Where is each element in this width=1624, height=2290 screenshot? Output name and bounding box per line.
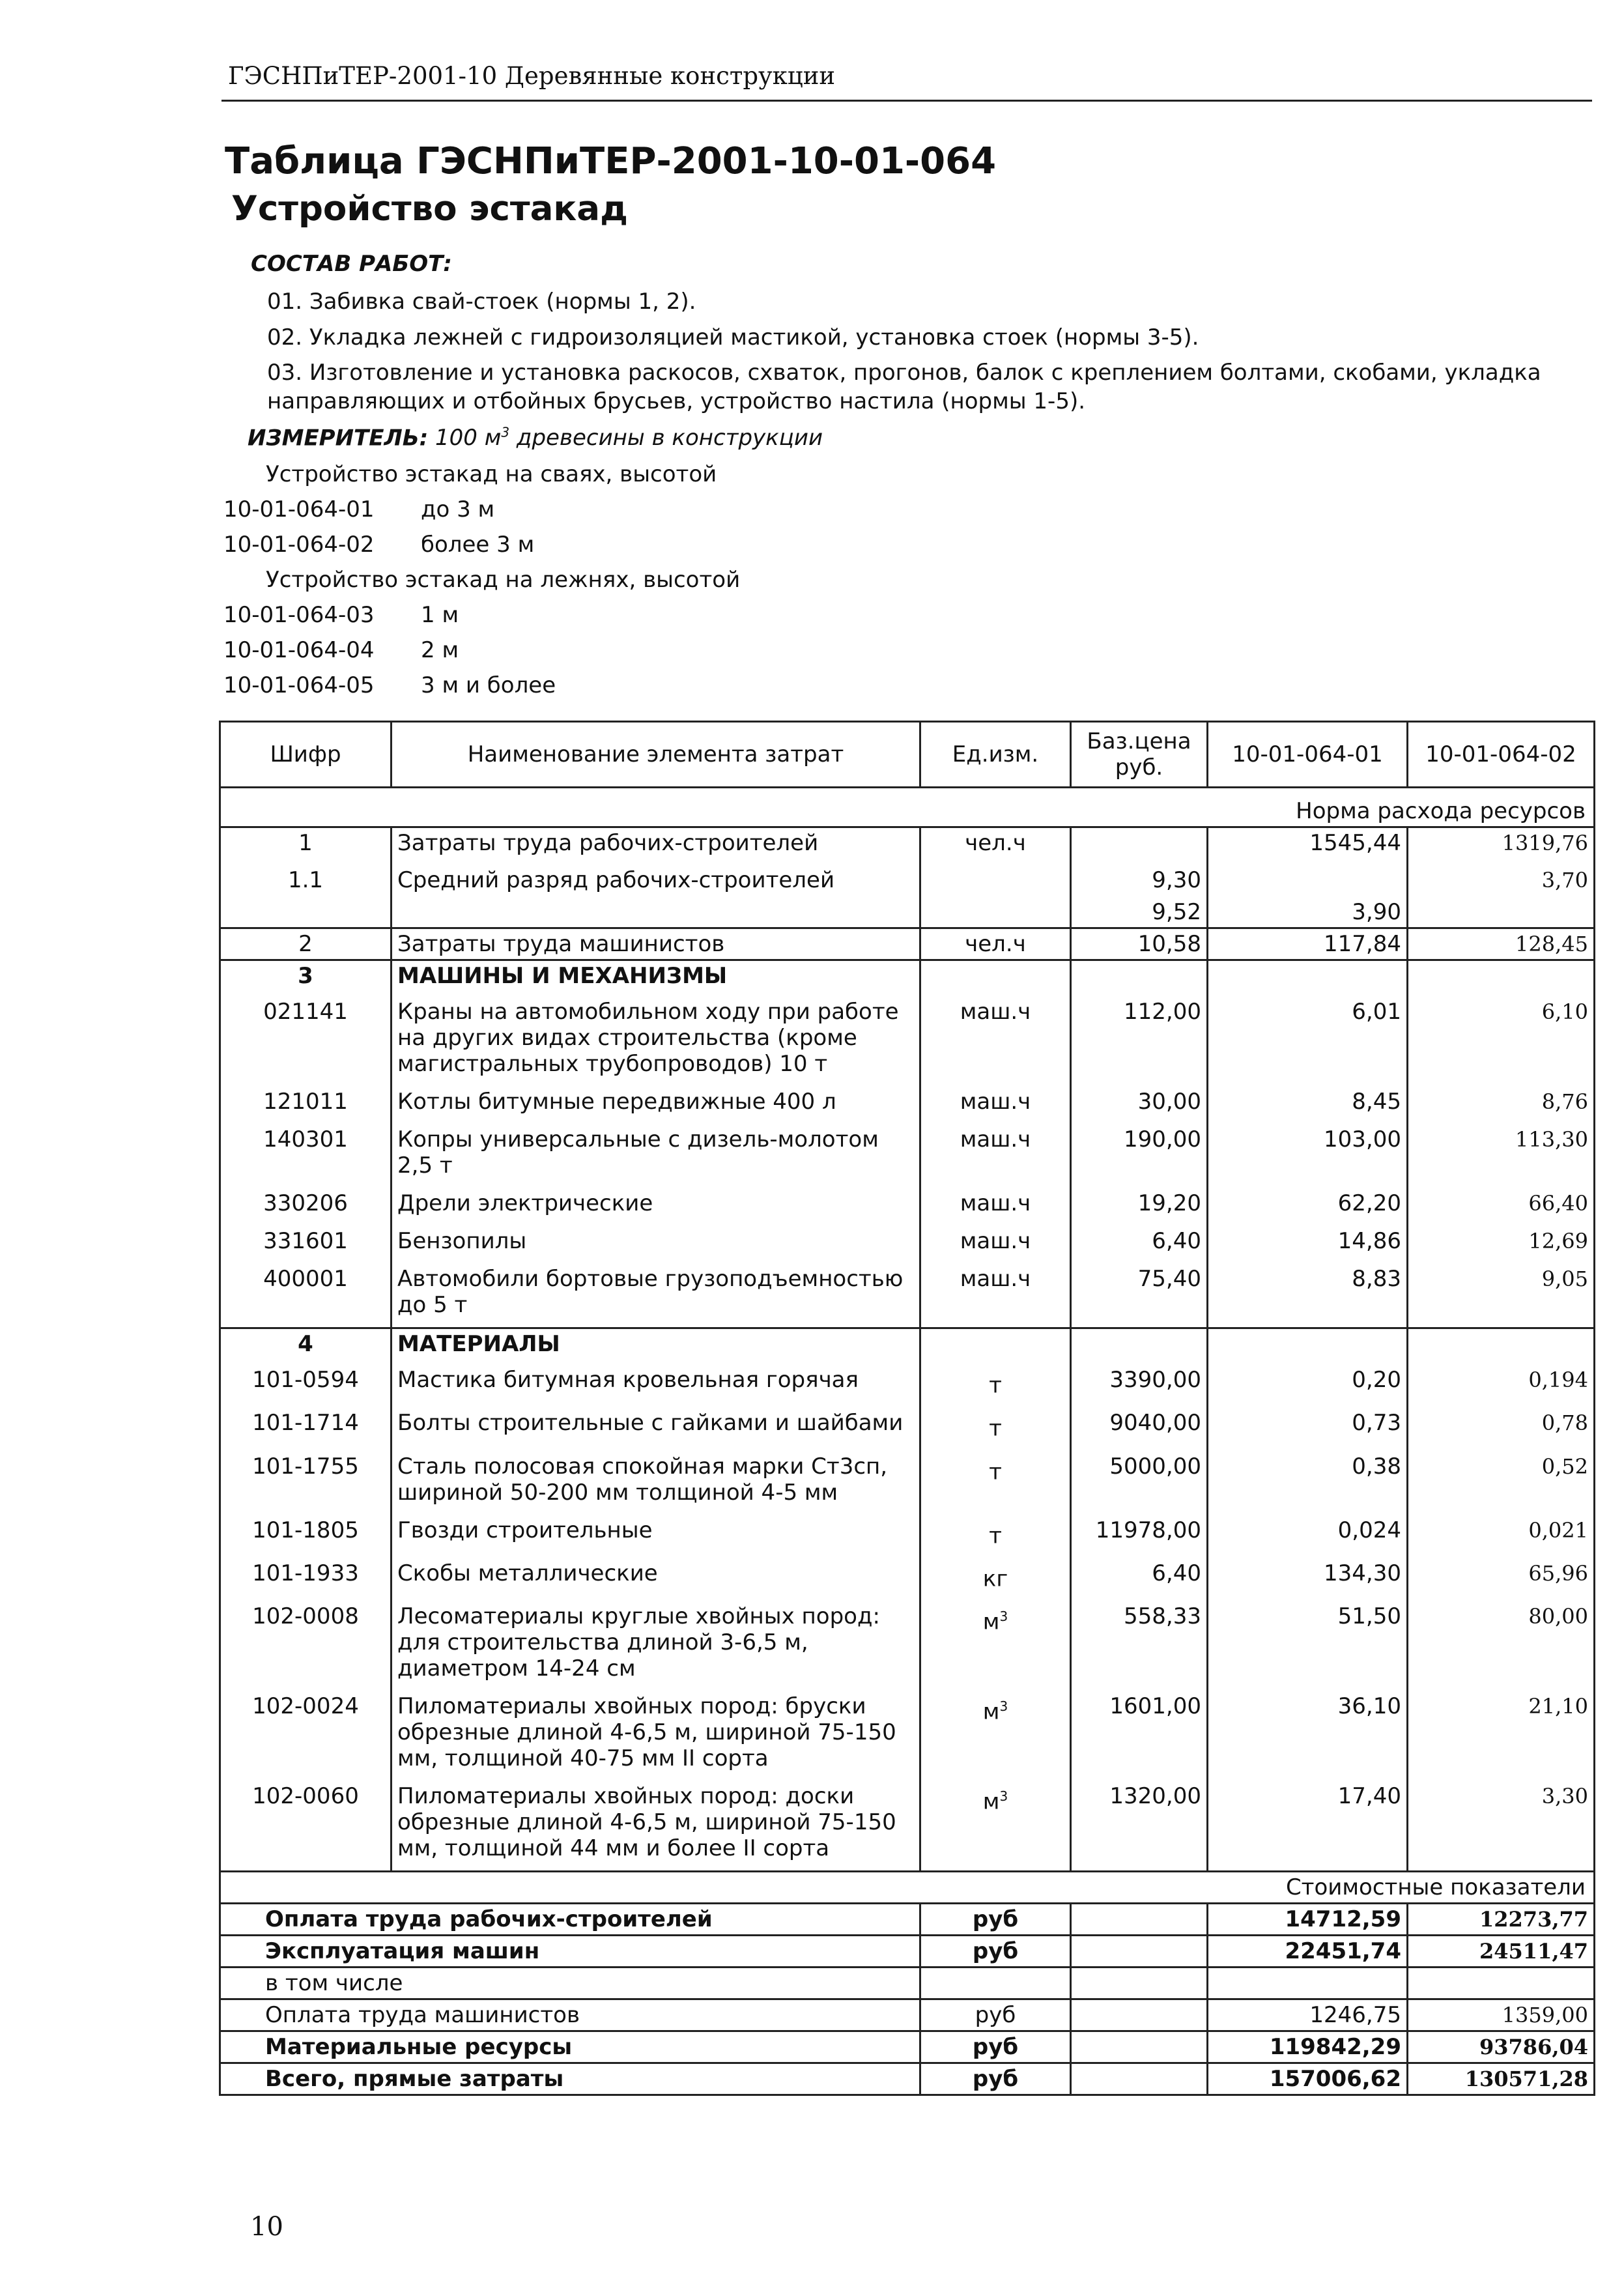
row-price: 6,40 [1071, 1220, 1208, 1258]
col-header-name: Наименование элемента затрат [392, 722, 920, 788]
summary-value-1 [1208, 1968, 1408, 1999]
row-unit: маш.ч [920, 1182, 1071, 1220]
row-unit: $м^3$ [920, 1775, 1071, 1872]
row-name: Котлы битумные передвижные 400 л [392, 1081, 920, 1119]
row-code: 331601 [220, 1220, 392, 1258]
table-row [220, 1553, 1595, 1596]
row-value-1: 0,38 [1208, 1446, 1408, 1510]
row-value-2: 3,30 [1408, 1775, 1595, 1872]
row-value-2: 6,10 [1408, 991, 1595, 1081]
row-value-1: 8,83 [1208, 1258, 1408, 1328]
summary-value-2: 12273,77 [1408, 1904, 1595, 1936]
row-name: Лесоматериалы круглые хвойных пород: для строительства длиной 3-6,5 м, диаметром 14-24 см [392, 1596, 920, 1685]
table-row [220, 1220, 1595, 1258]
row-unit: маш.ч [920, 1220, 1071, 1258]
row-code: 101-0594 [220, 1359, 392, 1402]
row-price: 190,00 [1071, 1119, 1208, 1182]
row-price: 3390,00 [1071, 1359, 1208, 1402]
row-name: Копры универсальные с дизель-молотом 2,5 т [392, 1119, 920, 1182]
table-subtitle: Устройство эстакад [231, 189, 628, 229]
summary-row [220, 2031, 1595, 2063]
norm-code: 10-01-064-05 [223, 672, 375, 698]
summary-value-2: 93786,04 [1408, 2031, 1595, 2063]
composition-item-1: 01. Забивка свай-стоек (нормы 1, 2). [267, 289, 696, 315]
row-unit: маш.ч [920, 1119, 1071, 1182]
row-name: Автомобили бортовые грузоподъемностью до 5 т [392, 1258, 920, 1328]
row-value-2: 80,00 [1408, 1596, 1595, 1685]
row-price: 558,33 [1071, 1596, 1208, 1685]
table-row [220, 1119, 1595, 1182]
summary-value-1: 14712,59 [1208, 1904, 1408, 1936]
section-header-materials: 4 МАТЕРИАЛЫ [220, 1328, 1595, 1360]
row-value-1: 0,73 [1208, 1402, 1408, 1445]
row-value-1: 8,45 [1208, 1081, 1408, 1119]
table-row [220, 1685, 1595, 1775]
col-header-norm-1: 10-01-064-01 [1208, 722, 1408, 788]
row-price: 9040,00 [1071, 1402, 1208, 1445]
row-unit: кг [920, 1553, 1071, 1596]
norm-desc: 3 м и более [421, 672, 556, 698]
meter-label: ИЗМЕРИТЕЛЬ: [248, 425, 429, 451]
summary-value-1: 22451,74 [1208, 1936, 1408, 1968]
row-unit: т [920, 1359, 1071, 1402]
row-price: 75,40 [1071, 1258, 1208, 1328]
cost-caption: Стоимостные показатели [220, 1872, 1595, 1904]
row-code: 101-1933 [220, 1553, 392, 1596]
summary-unit: руб [920, 1999, 1071, 2031]
section-header-machines: 3 МАШИНЫ И МЕХАНИЗМЫ [220, 960, 1595, 992]
table-row: 1.1 Средний разряд рабочих-строителей 9,30 3,70 [220, 858, 1595, 895]
table-row [220, 1258, 1595, 1328]
meter-line [248, 425, 823, 451]
table-title: Таблица ГЭСНПиТЕР-2001-10-01-064 [225, 140, 997, 182]
row-code: 400001 [220, 1258, 392, 1328]
row-value-1: 17,40 [1208, 1775, 1408, 1872]
row-price: 30,00 [1071, 1081, 1208, 1119]
norm-code: 10-01-064-02 [223, 532, 375, 558]
row-value-1: 14,86 [1208, 1220, 1408, 1258]
summary-unit: руб [920, 2031, 1071, 2063]
summary-row [220, 1904, 1595, 1936]
summary-value-2: 1359,00 [1408, 1999, 1595, 2031]
summary-value-2: 24511,47 [1408, 1936, 1595, 1968]
summary-value-1: 119842,29 [1208, 2031, 1408, 2063]
row-name: Скобы металлические [392, 1553, 920, 1596]
composition-item-2: 02. Укладка лежней с гидроизоляцией мастикой, установка стоек (нормы 3-5). [267, 324, 1199, 351]
header-rule [221, 100, 1592, 102]
col-header-price: Баз.цена руб. [1071, 722, 1208, 788]
row-unit: т [920, 1446, 1071, 1510]
summary-unit: руб [920, 1904, 1071, 1936]
summary-label: Эксплуатация машин [220, 1936, 920, 1968]
summary-label: Оплата труда рабочих-строителей [220, 1904, 920, 1936]
composition-item-3-cont: направляющих и отбойных брусьев, устройство настила (нормы 1-5). [267, 388, 1086, 414]
row-code: 121011 [220, 1081, 392, 1119]
summary-label: Оплата труда машинистов [220, 1999, 920, 2031]
table-row: 2 Затраты труда машинистов чел.ч 10,58 117,84 128,45 [220, 928, 1595, 960]
summary-value-2: 130571,28 [1408, 2063, 1595, 2095]
norm-desc: 2 м [421, 637, 459, 663]
row-name: Краны на автомобильном ходу при работе на других видах строительства (кроме магистральных трубопроводов) 10 т [392, 991, 920, 1081]
row-name: Гвозди строительные [392, 1510, 920, 1553]
norm-caption: Норма расхода ресурсов [220, 788, 1595, 827]
summary-unit: руб [920, 1936, 1071, 1968]
row-code: 021141 [220, 991, 392, 1081]
row-value-2: 0,52 [1408, 1446, 1595, 1510]
table-row [220, 1359, 1595, 1402]
row-name: Пиломатериалы хвойных пород: бруски обрезные длиной 4-6,5 м, шириной 75-150 мм, толщиной 40-75 мм II сорта [392, 1685, 920, 1775]
row-code: 101-1805 [220, 1510, 392, 1553]
row-value-1: 62,20 [1208, 1182, 1408, 1220]
norm-desc: более 3 м [421, 532, 535, 558]
row-code: 101-1714 [220, 1402, 392, 1445]
norm-desc: 1 м [421, 602, 459, 628]
row-name: Сталь полосовая спокойная марки Ст3сп, шириной 50-200 мм толщиной 4-5 мм [392, 1446, 920, 1510]
table-row [220, 991, 1595, 1081]
row-code: 330206 [220, 1182, 392, 1220]
row-price: 1320,00 [1071, 1775, 1208, 1872]
row-price: 19,20 [1071, 1182, 1208, 1220]
row-name: Пиломатериалы хвойных пород: доски обрезные длиной 4-6,5 м, шириной 75-150 мм, толщиной 44 мм и более II сорта [392, 1775, 920, 1872]
row-value-1: 103,00 [1208, 1119, 1408, 1182]
norm-group-2: Устройство эстакад на лежнях, высотой [266, 567, 741, 593]
row-unit: маш.ч [920, 991, 1071, 1081]
table-row [220, 1775, 1595, 1872]
row-value-1: 6,01 [1208, 991, 1408, 1081]
table-row [220, 1182, 1595, 1220]
resource-table [219, 721, 1595, 2096]
norm-code: 10-01-064-01 [223, 496, 375, 522]
row-unit: маш.ч [920, 1081, 1071, 1119]
summary-value-2 [1408, 1968, 1595, 1999]
row-code: 102-0060 [220, 1775, 392, 1872]
row-value-2: 113,30 [1408, 1119, 1595, 1182]
table-row [220, 1446, 1595, 1510]
row-value-1: 51,50 [1208, 1596, 1408, 1685]
row-value-2: 66,40 [1408, 1182, 1595, 1220]
row-price: 5000,00 [1071, 1446, 1208, 1510]
summary-value-1: 1246,75 [1208, 1999, 1408, 2031]
meter-value: 100 $м^3$ древесины в конструкции [435, 425, 823, 451]
row-unit: т [920, 1510, 1071, 1553]
summary-label: Всего, прямые затраты [220, 2063, 920, 2095]
col-header-unit: Ед.изм. [920, 722, 1071, 788]
norm-code: 10-01-064-03 [223, 602, 375, 628]
row-name: Болты строительные с гайками и шайбами [392, 1402, 920, 1445]
summary-unit [920, 1968, 1071, 1999]
composition-item-3: 03. Изготовление и установка раскосов, схваток, прогонов, балок с креплением болтами, скобами, укладка [267, 360, 1541, 386]
row-value-2: 9,05 [1408, 1258, 1595, 1328]
row-value-1: 0,20 [1208, 1359, 1408, 1402]
summary-row [220, 1936, 1595, 1968]
row-value-2: 12,69 [1408, 1220, 1595, 1258]
norm-code: 10-01-064-04 [223, 637, 375, 663]
summary-row [220, 2063, 1595, 2095]
row-value-2: 0,78 [1408, 1402, 1595, 1445]
row-code: 101-1755 [220, 1446, 392, 1510]
row-value-2: 0,021 [1408, 1510, 1595, 1553]
row-code: 102-0008 [220, 1596, 392, 1685]
summary-label: Материальные ресурсы [220, 2031, 920, 2063]
table-header-row [220, 722, 1595, 788]
row-code: 140301 [220, 1119, 392, 1182]
page-number: 10 [250, 2212, 283, 2242]
table-row: 1 Затраты труда рабочих-строителей чел.ч 1545,44 1319,76 [220, 827, 1595, 859]
running-header: ГЭСНПиТЕР-2001-10 Деревянные конструкции [228, 62, 836, 90]
row-name: Мастика битумная кровельная горячая [392, 1359, 920, 1402]
row-value-1: 134,30 [1208, 1553, 1408, 1596]
row-value-2: 21,10 [1408, 1685, 1595, 1775]
table-row [220, 1510, 1595, 1553]
row-name: Бензопилы [392, 1220, 920, 1258]
row-value-2: 8,76 [1408, 1081, 1595, 1119]
row-name: Дрели электрические [392, 1182, 920, 1220]
composition-label: СОСТАВ РАБОТ: [251, 251, 452, 277]
norm-group-1: Устройство эстакад на сваях, высотой [266, 461, 717, 487]
table-row [220, 1402, 1595, 1445]
table-row: 9,52 3,90 [220, 895, 1595, 928]
summary-row [220, 1999, 1595, 2031]
summary-unit: руб [920, 2063, 1071, 2095]
summary-value-1: 157006,62 [1208, 2063, 1408, 2095]
row-value-1: 36,10 [1208, 1685, 1408, 1775]
col-header-code: Шифр [220, 722, 392, 788]
row-unit: т [920, 1402, 1071, 1445]
row-price: 1601,00 [1071, 1685, 1208, 1775]
summary-label: в том числе [220, 1968, 920, 1999]
row-unit: маш.ч [920, 1258, 1071, 1328]
col-header-norm-2: 10-01-064-02 [1408, 722, 1595, 788]
row-unit: $м^3$ [920, 1685, 1071, 1775]
table-row [220, 1596, 1595, 1685]
row-code: 102-0024 [220, 1685, 392, 1775]
row-price: 11978,00 [1071, 1510, 1208, 1553]
summary-row [220, 1968, 1595, 1999]
row-unit: $м^3$ [920, 1596, 1071, 1685]
table-row [220, 1081, 1595, 1119]
row-value-2: 65,96 [1408, 1553, 1595, 1596]
row-value-2: 0,194 [1408, 1359, 1595, 1402]
row-value-1: 0,024 [1208, 1510, 1408, 1553]
row-price: 112,00 [1071, 991, 1208, 1081]
norm-desc: до 3 м [421, 496, 495, 522]
row-price: 6,40 [1071, 1553, 1208, 1596]
